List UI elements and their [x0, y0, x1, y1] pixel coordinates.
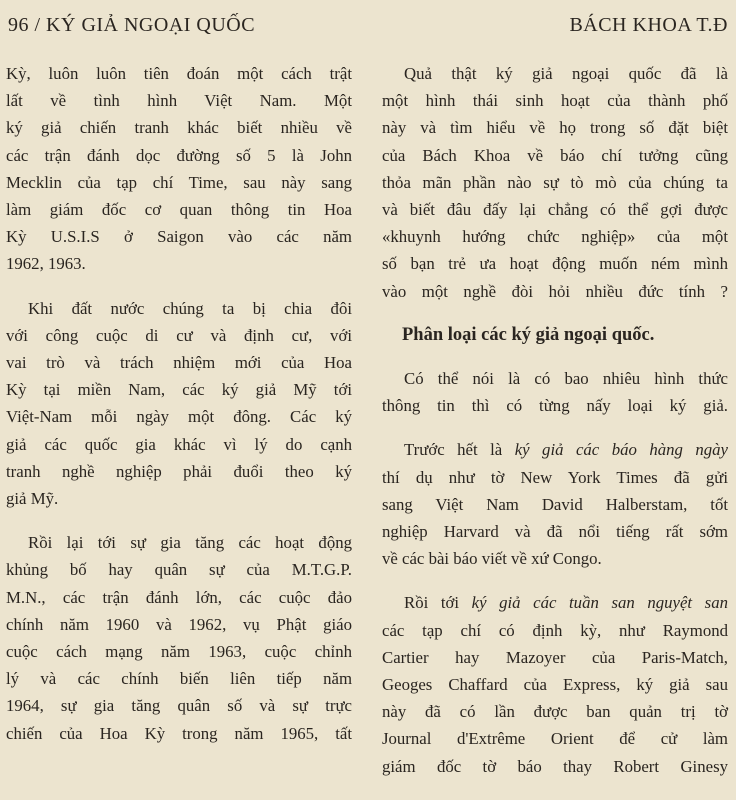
text-line: Journal d'Extrême Orient để cử làm	[382, 729, 728, 749]
paragraph	[382, 589, 728, 779]
paragraph	[382, 365, 728, 419]
text-line: khủng bố hay quân sự của M.T.G.P.	[6, 560, 352, 580]
text-line: và biết đâu đấy lại chẳng có thể gợi được	[382, 200, 728, 220]
text-line: thông tin thì có từng nấy loại ký giả.	[382, 396, 728, 416]
text-line: các trận đánh dọc đường số 5 là John	[6, 145, 352, 165]
text-line: vào một nghề đòi hỏi nhiều đức tính ?	[382, 281, 728, 301]
text-line: Mecklin của tạp chí Time, sau này sang	[6, 172, 352, 192]
text-line: cuộc cách mạng năm 1963, cuộc chỉnh	[6, 642, 352, 662]
text-line: Kỳ, luôn luôn tiên đoán một cách trật	[6, 64, 352, 83]
right-column	[382, 60, 728, 797]
text-line: Việt-Nam mỗi ngày một đông. Các ký	[6, 407, 352, 427]
text-line: Kỳ U.S.I.S ở Saigon vào các năm	[6, 227, 352, 247]
text-line: của Bách Khoa về báo chí tưởng cũng	[382, 145, 728, 165]
text-line: Khi đất nước chúng ta bị chia đôi	[28, 298, 352, 318]
text-line: tranh nghề nghiệp phải đuổi theo ký	[6, 461, 352, 481]
text-line: giả Mỹ.	[6, 489, 59, 509]
text-line: chính năm 1960 và 1962, vụ Phật giáo	[6, 614, 352, 634]
text-line: «khuynh hướng chức nghiệp» của một	[382, 227, 728, 247]
left-column	[6, 60, 352, 764]
section-heading: Phân loại các ký giả ngoại quốc.	[402, 324, 655, 345]
paragraph	[6, 60, 352, 278]
text-line: nghiệp Harvard và đã nổi tiếng rất sớm	[382, 522, 728, 542]
lead-text: Trước hết là	[404, 440, 515, 460]
publication-title: BÁCH KHOA T.Đ	[569, 14, 728, 36]
running-head	[8, 14, 728, 44]
text-line: lý và các chính biến liên tiếp năm	[6, 669, 352, 689]
lead-text: Rồi tới	[404, 593, 472, 613]
text-line: làm giám đốc cơ quan thông tin Hoa	[6, 200, 352, 220]
text-line: vai trò và trách nhiệm mới của Hoa	[6, 353, 352, 373]
text-line	[382, 589, 728, 616]
text-line: thí dụ như tờ New York Times đã gửi	[382, 467, 728, 487]
italic-term: ký giả các tuần san nguyệt san	[471, 593, 728, 613]
text-line: sang Việt Nam David Halberstam, tốt	[382, 494, 728, 514]
text-line: chiến của Hoa Kỳ trong năm 1965, tất	[6, 723, 352, 743]
text-line: về các bài báo viết về xứ Congo.	[382, 549, 602, 569]
text-line: này đã có lần được ban quản trị tờ	[382, 702, 728, 722]
text-line: Rồi lại tới sự gia tăng các hoạt động	[28, 533, 352, 553]
text-line: một hình thái sinh hoạt của thành phố	[382, 91, 728, 111]
text-line: với công cuộc di cư và định cư, với	[6, 325, 352, 345]
page-number-and-section: 96 / KÝ GIẢ NGOẠI QUỐC	[8, 14, 256, 36]
text-line: các tạp chí có định kỳ, như Raymond	[382, 620, 728, 640]
text-line: Geoges Chaffard của Express, ký giả sau	[382, 675, 728, 695]
text-line	[382, 436, 728, 463]
paragraph	[6, 295, 352, 513]
text-line: giám đốc tờ báo thay Robert Ginesy	[382, 756, 728, 776]
paragraph	[382, 60, 728, 305]
text-line: 1964, sự gia tăng quân số và sự trực	[6, 696, 352, 716]
paragraph	[382, 436, 728, 572]
text-line: thỏa mãn phần nào sự tò mò của chúng ta	[382, 172, 728, 192]
text-line: Kỳ tại miền Nam, các ký giả Mỹ tới	[6, 380, 352, 400]
text-line: Cartier hay Mazoyer của Paris-Match,	[382, 647, 728, 667]
text-line: này và tìm hiểu về họ trong số đặt biệt	[382, 118, 728, 138]
paragraph	[6, 529, 352, 747]
italic-term: ký giả các báo hàng ngày	[514, 440, 728, 460]
text-line: 1962, 1963.	[6, 254, 86, 274]
text-line: M.N., các trận đánh lớn, các cuộc đảo	[6, 587, 352, 607]
text-line: giả các quốc gia khác vì lý do cạnh	[6, 434, 352, 454]
text-line: số bạn trẻ ưa hoạt động muốn ném mình	[382, 254, 728, 274]
text-line: Quả thật ký giả ngoại quốc đã là	[404, 64, 728, 83]
text-line: ký giả chiến tranh khác biết nhiều về	[6, 118, 352, 138]
text-line: lất về tình hình Việt Nam. Một	[6, 91, 352, 111]
text-line: Có thể nói là có bao nhiêu hình thức	[404, 369, 728, 389]
